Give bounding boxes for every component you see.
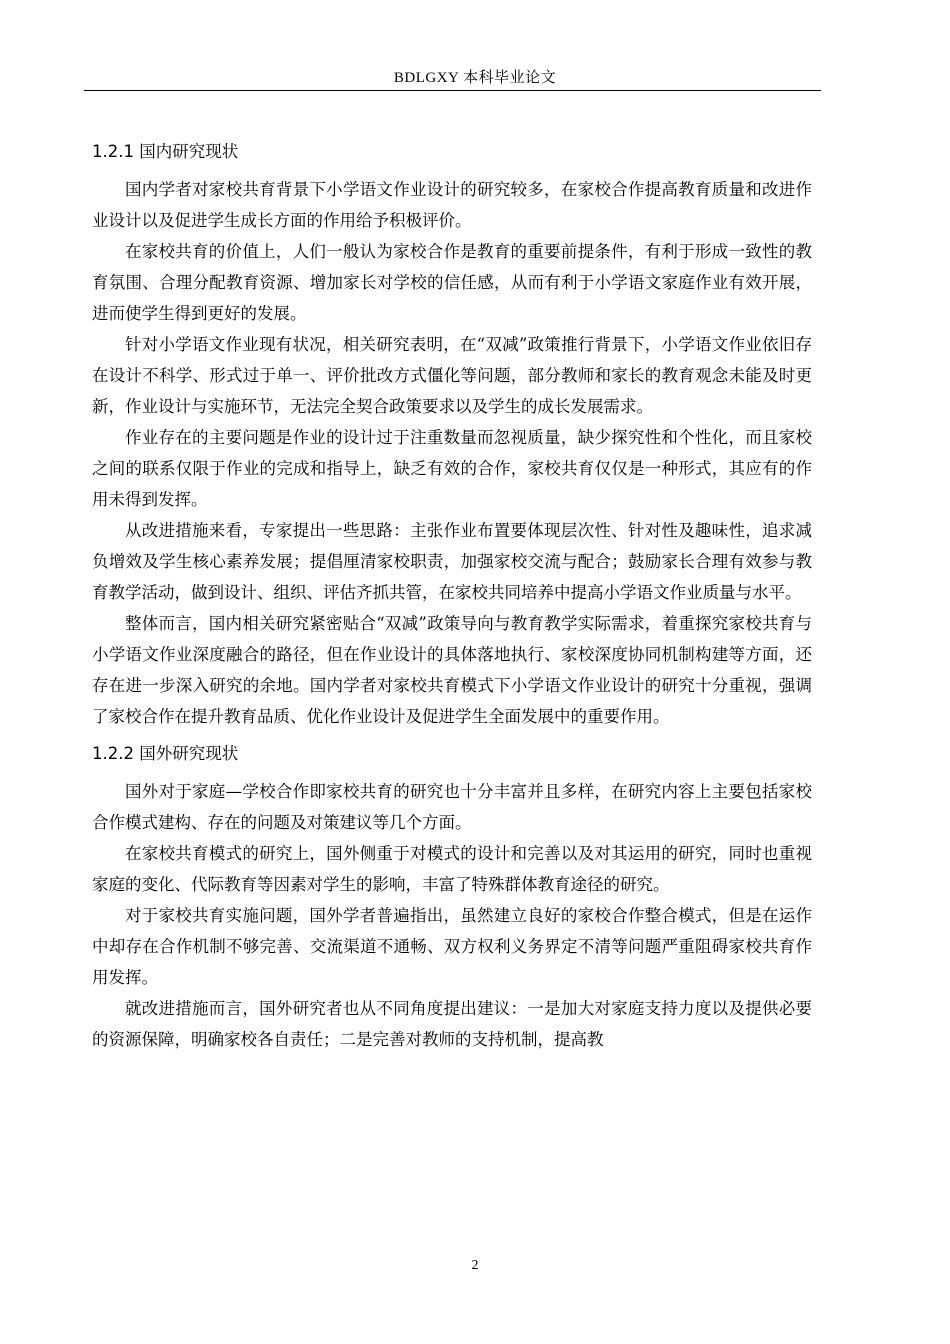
- paragraph: 从改进措施来看，专家提出一些思路：主张作业布置要体现层次性、针对性及趣味性，追求减负增效及学生核心素养发展；提倡厘清家校职责，加强家校交流与配合；鼓励家长合理有效参与教育教学活动，做到设计、组织、评估齐抓共管，在家校共同培养中提高小学语文作业质量与水平。: [92, 521, 812, 602]
- document-body: [92, 138, 812, 1055]
- paragraph: 对于家校共育实施问题，国外学者普遍指出，虽然建立良好的家校合作整合模式，但是在运作中却存在合作机制不够完善、交流渠道不通畅、双方权利义务界定不清等问题严重阻碍家校共育作用发挥。: [92, 906, 812, 987]
- section-heading-domestic: 1.2.1 国内研究现状: [92, 142, 239, 161]
- paragraph: 在家校共育的价值上，人们一般认为家校合作是教育的重要前提条件，有利于形成一致性的教育氛围、合理分配教育资源、增加家长对学校的信任感，从而有利于小学语文家庭作业有效开展，进而使学生得到更好的发展。: [92, 242, 812, 323]
- paragraph: 国内学者对家校共育背景下小学语文作业设计的研究较多，在家校合作提高教育质量和改进作业设计以及促进学生成长方面的作用给予积极评价。: [92, 180, 812, 230]
- header-divider: [84, 90, 821, 91]
- running-header: BDLGXY 本科毕业论文: [393, 70, 557, 86]
- paragraph: 作业存在的主要问题是作业的设计过于注重数量而忽视质量，缺少探究性和个性化，而且家校之间的联系仅限于作业的完成和指导上，缺乏有效的合作，家校共育仅仅是一种形式，其应有的作用未得到发挥。: [92, 428, 812, 509]
- paragraph: 整体而言，国内相关研究紧密贴合“双减”政策导向与教育教学实际需求，着重探究家校共育与小学语文作业深度融合的路径，但在作业设计的具体落地执行、家校深度协同机制构建等方面，还存在进一步深入研究的余地。国内学者对家校共育模式下小学语文作业设计的研究十分重视，强调了家校合作在提升教育品质、优化作业设计及促进学生全面发展中的重要作用。: [92, 614, 812, 726]
- paragraph: 国外对于家庭—学校合作即家校共育的研究也十分丰富并且多样，在研究内容上主要包括家校合作模式建构、存在的问题及对策建议等几个方面。: [92, 782, 812, 832]
- paragraph: 就改进措施而言，国外研究者也从不同角度提出建议：一是加大对家庭支持力度以及提供必要的资源保障，明确家校各自责任；二是完善对教师的支持机制，提高教: [92, 999, 812, 1049]
- section-heading-foreign: 1.2.2 国外研究现状: [92, 744, 239, 763]
- paragraph: 针对小学语文作业现有状况，相关研究表明，在“双减”政策推行背景下，小学语文作业依旧存在设计不科学、形式过于单一、评价批改方式僵化等问题，部分教师和家长的教育观念未能及时更新，作业设计与实施环节，无法完全契合政策要求以及学生的成长发展需求。: [92, 335, 812, 416]
- page-number: 2: [471, 1258, 479, 1273]
- paragraph: 在家校共育模式的研究上，国外侧重于对模式的设计和完善以及对其运用的研究，同时也重视家庭的变化、代际教育等因素对学生的影响，丰富了特殊群体教育途径的研究。: [92, 844, 812, 894]
